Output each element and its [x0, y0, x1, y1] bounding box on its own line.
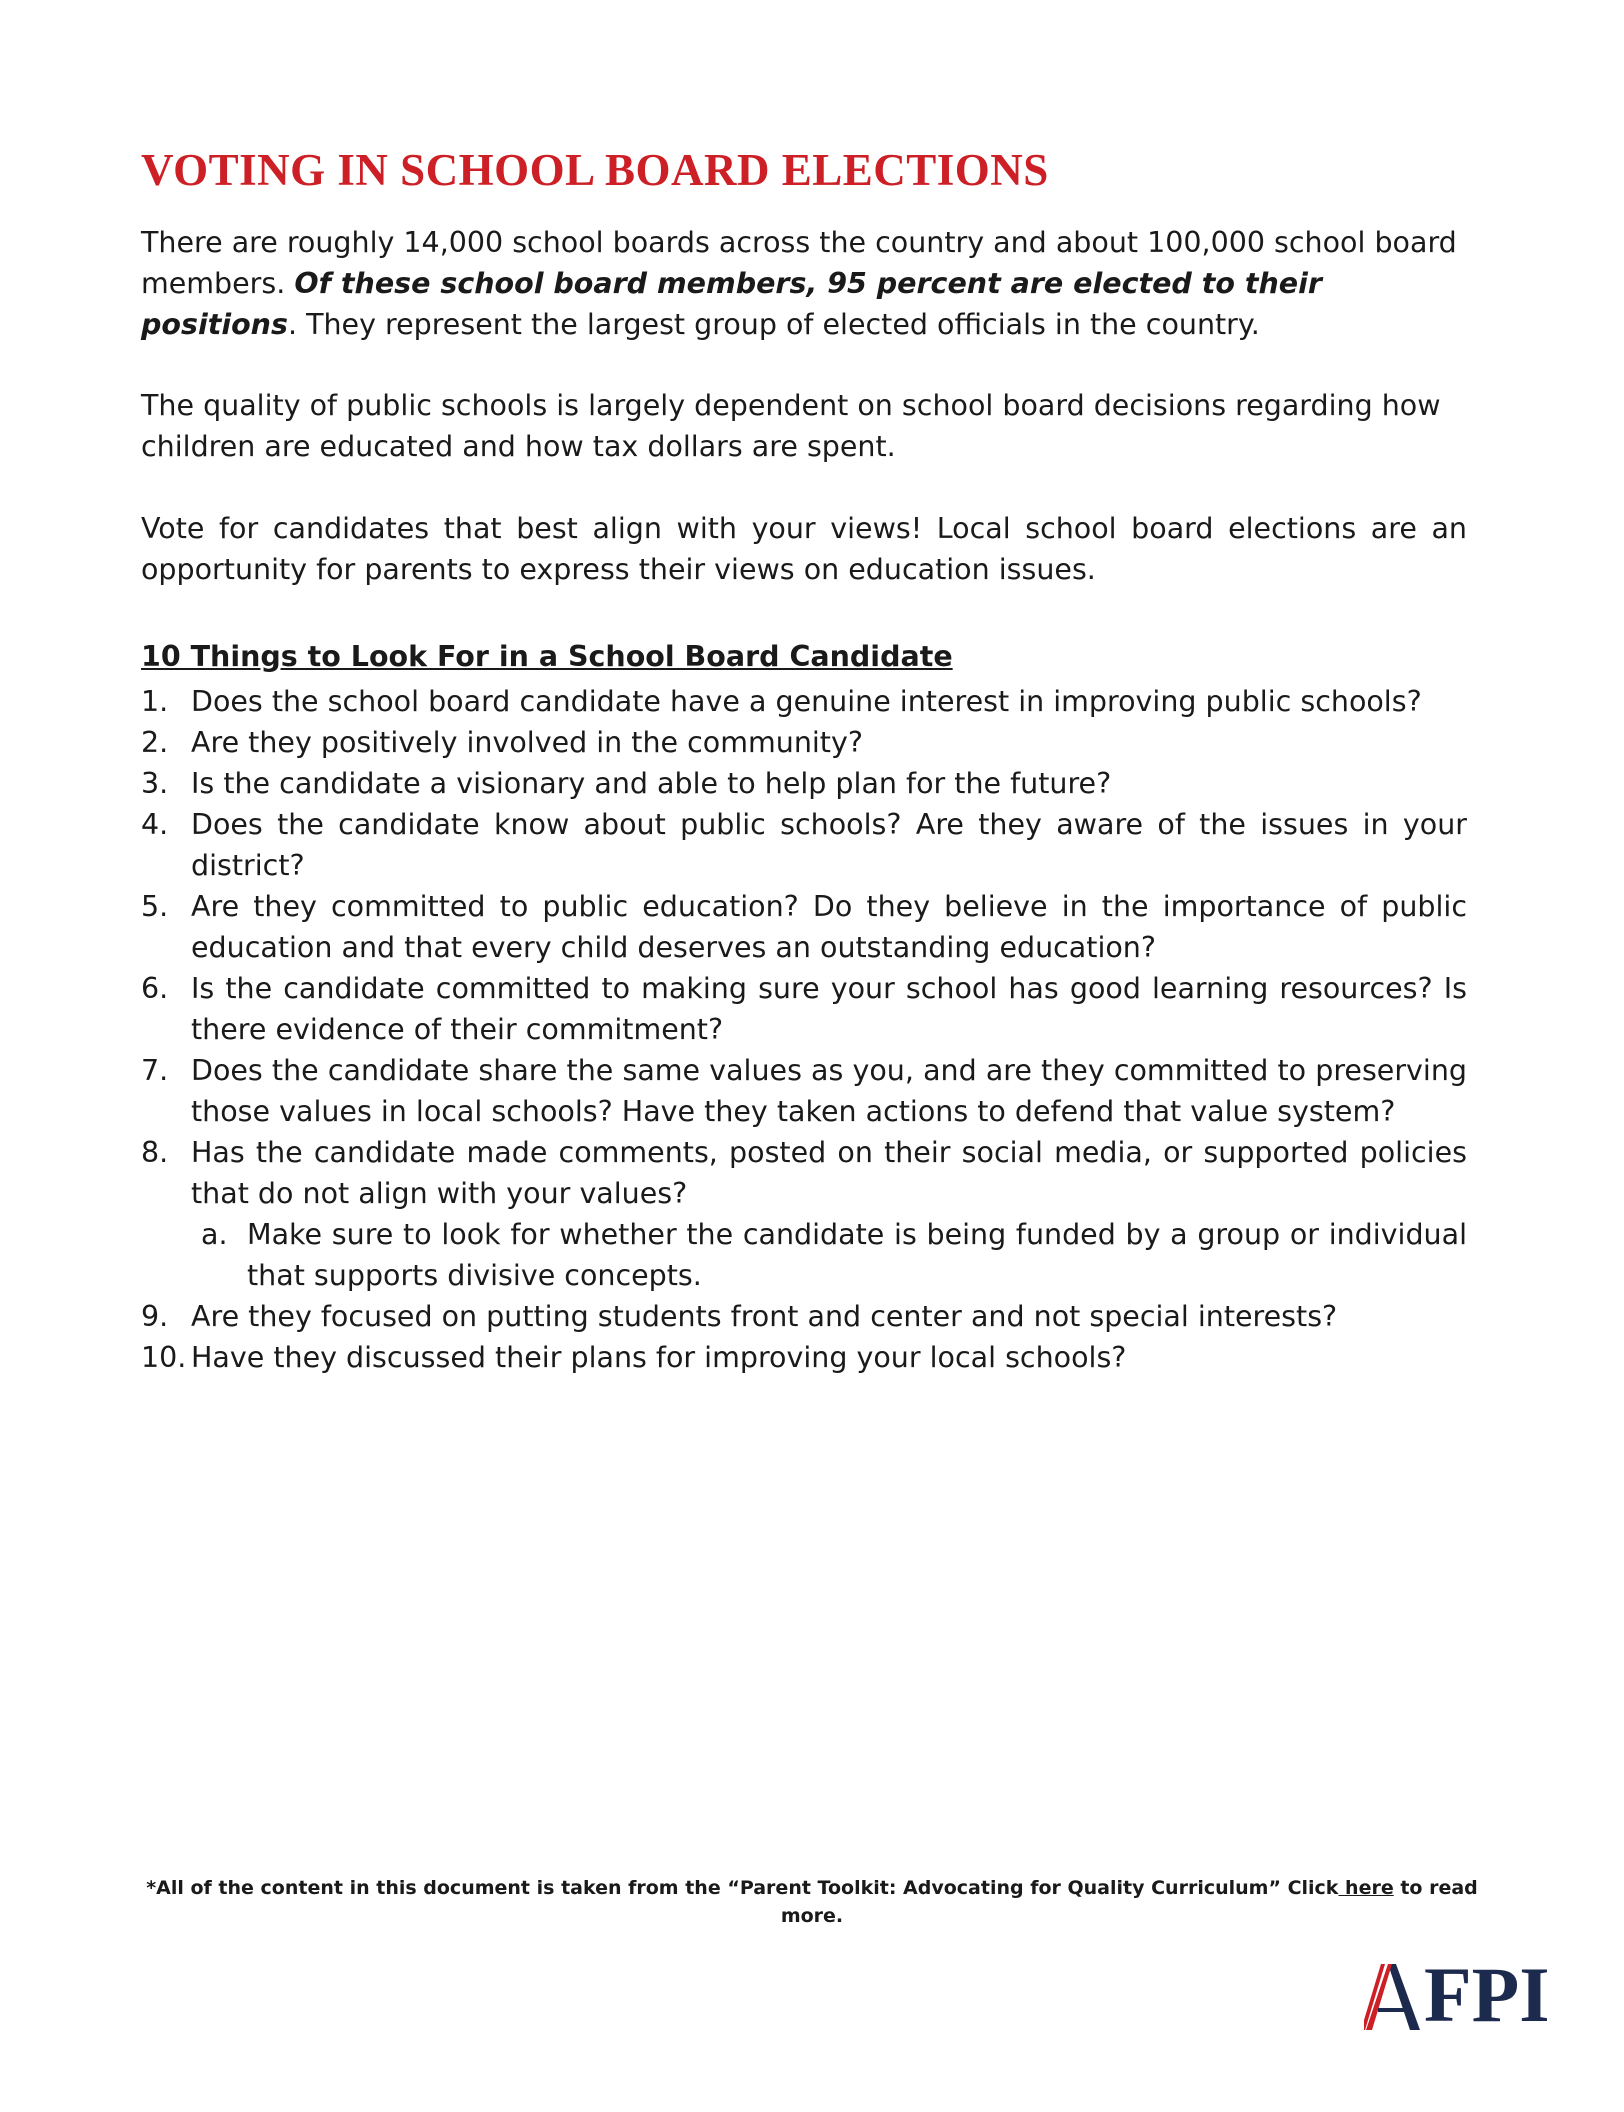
list-number: 1.: [141, 685, 169, 718]
intro-paragraph: [141, 222, 1467, 345]
list-item-text: Is the candidate a visionary and able to help plan for the future?: [191, 767, 1112, 800]
list-number: 2.: [141, 726, 169, 759]
intro-emphasis: Of these school board members, 95 percent are elected to their positions: [141, 267, 1322, 341]
list-item: [141, 1132, 1467, 1296]
intro-text-end: . They represent the largest group of elected officials in the country.: [287, 308, 1260, 341]
list-item: [141, 763, 1467, 804]
list-item-text: Does the candidate share the same values as you, and are they committed to preserving those values in local schools? Have they taken actions to defend that value system?: [191, 1054, 1467, 1128]
list-number: 6.: [141, 972, 169, 1005]
list-item: [141, 1337, 1467, 1378]
list-item-text: Are they committed to public education? Do they believe in the importance of public education and that every child deserves an outstanding education?: [191, 890, 1467, 964]
list-item-text: Is the candidate committed to making sure your school has good learning resources? Is there evidence of their commitment?: [191, 972, 1467, 1046]
candidate-checklist: [141, 681, 1467, 1378]
list-heading: 10 Things to Look For in a School Board Candidate: [141, 640, 953, 673]
logo-a-icon: [1364, 1964, 1422, 2030]
vote-paragraph: Vote for candidates that best align with your views! Local school board elections are an opportunity for parents to express their views on education issues.: [141, 512, 1467, 586]
list-item-text: Have they discussed their plans for improving your local schools?: [191, 1341, 1127, 1374]
list-item: [141, 1050, 1467, 1132]
footnote-text: *All of the content in this document is taken from the “Parent Toolkit: Advocating for Quality Curriculum” Click: [146, 1877, 1339, 1899]
list-number: 8.: [141, 1136, 169, 1169]
here-link[interactable]: here: [1338, 1877, 1394, 1899]
list-item-text: Has the candidate made comments, posted on their social media, or supported policies that do not align with your values?: [191, 1136, 1467, 1210]
list-item: [141, 681, 1467, 722]
list-item: [141, 804, 1467, 886]
list-item: [141, 722, 1467, 763]
list-item-text: Are they focused on putting students front and center and not special interests?: [191, 1300, 1338, 1333]
list-number: 5.: [141, 890, 169, 923]
list-item: [141, 886, 1467, 968]
list-item-text: Does the school board candidate have a genuine interest in improving public schools?: [191, 685, 1422, 718]
list-number: 10.: [141, 1341, 187, 1374]
logo-text: FPI: [1424, 1951, 1550, 2038]
list-item-text: Are they positively involved in the community?: [191, 726, 863, 759]
sub-list-letter: a.: [201, 1218, 228, 1251]
quality-paragraph: The quality of public schools is largely dependent on school board decisions regarding how children are educated and how tax dollars are spent.: [141, 389, 1441, 463]
list-number: 4.: [141, 808, 169, 841]
sub-list-item-text: Make sure to look for whether the candidate is being funded by a group or individual that supports divisive concepts.: [247, 1218, 1467, 1292]
page-title: VOTING IN SCHOOL BOARD ELECTIONS: [141, 145, 1049, 195]
sub-list: [191, 1214, 1467, 1296]
logo-a-mark: [1364, 1964, 1422, 2030]
afpi-logo: [1364, 1951, 1550, 2038]
list-item: [141, 1296, 1467, 1337]
list-number: 9.: [141, 1300, 169, 1333]
list-item-text: Does the candidate know about public schools? Are they aware of the issues in your district?: [191, 808, 1467, 882]
list-number: 7.: [141, 1054, 169, 1087]
list-item: [141, 968, 1467, 1050]
footnote-text-end: to read more.: [780, 1877, 1478, 1927]
source-footnote: [140, 1874, 1484, 1930]
sub-list-item: [191, 1214, 1467, 1296]
list-number: 3.: [141, 767, 169, 800]
intro-text: There are roughly 14,000 school boards across the country and about 100,000 school board members.: [141, 226, 1457, 300]
